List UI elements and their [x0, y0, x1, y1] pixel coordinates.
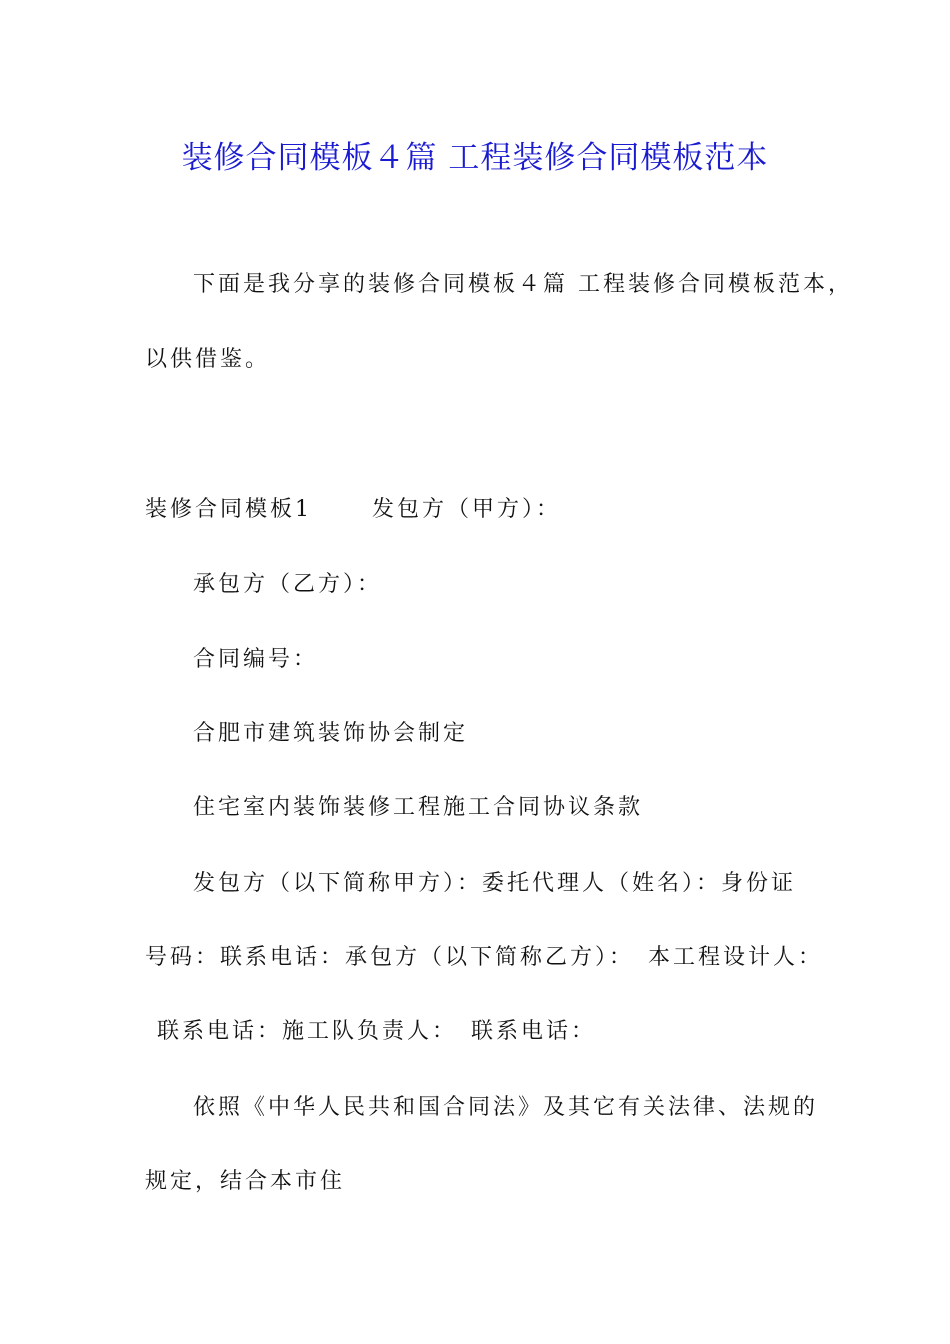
contract-number-line: 合同编号：	[193, 647, 319, 672]
agreement-title-line: 住宅室内装饰装修工程施工合同协议条款	[193, 795, 644, 820]
template-heading-line: 装修合同模板1 发包方（甲方）：	[145, 497, 561, 522]
legal-basis-line-1: 依照《中华人民共和国合同法》及其它有关法律、法规的	[193, 1095, 819, 1120]
contractor-line: 承包方（乙方）：	[193, 572, 383, 597]
document-title: 装修合同模板４篇 工程装修合同模板范本	[181, 140, 769, 176]
intro-paragraph-line-1: 下面是我分享的装修合同模板４篇 工程装修合同模板范本，	[193, 272, 853, 297]
contact-line: 联系电话：施工队负责人： 联系电话：	[157, 1019, 597, 1044]
party-a-line: 发包方（以下简称甲方）：委托代理人（姓名）：身份证	[193, 871, 797, 896]
phone-contractor-line: 号码：联系电话：承包方（以下简称乙方）： 本工程设计人：	[145, 945, 824, 970]
legal-basis-line-2: 规定，结合本市住	[145, 1169, 346, 1194]
association-line: 合肥市建筑装饰协会制定	[193, 721, 469, 746]
intro-paragraph-line-2: 以供借鉴。	[145, 347, 271, 372]
